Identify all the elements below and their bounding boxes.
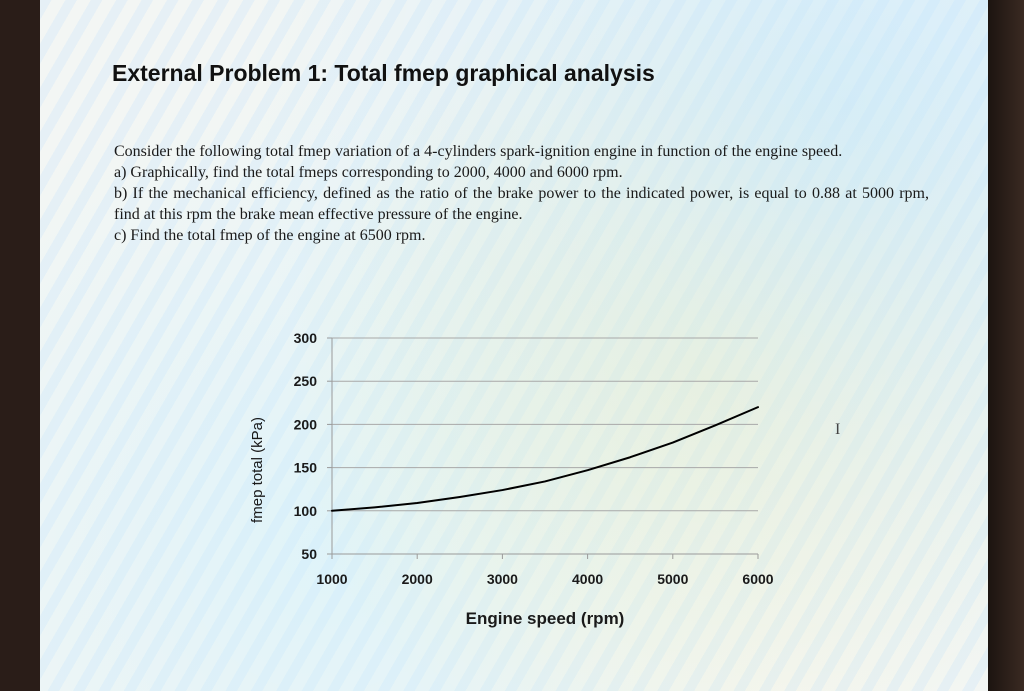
fmep-chart-svg <box>240 318 800 638</box>
x-tick-label-6000: 6000 <box>742 571 774 587</box>
chart-series <box>332 407 758 511</box>
y-tick-label-150: 150 <box>293 459 317 476</box>
y-tick-label-100: 100 <box>293 502 317 519</box>
y-tick-label-300: 300 <box>293 330 317 346</box>
x-tick-label-5000: 5000 <box>657 571 689 587</box>
x-tick-label-4000: 4000 <box>572 571 604 587</box>
problem-item-c: c) Find the total fmep of the engine at 6500 rpm. <box>114 227 426 244</box>
x-tick-label-3000: 3000 <box>486 571 518 587</box>
fmep-chart <box>240 318 800 638</box>
problem-item-b: b) If the mechanical efficiency, defined as the ratio of the brake power to the indicated power, is equal to 0.88 at 5000 rpm, find at this rpm the brake mean effective pressure of the engine. <box>114 185 929 223</box>
y-axis-label: fmep total (kPa) <box>249 417 266 523</box>
x-tick-label-1000: 1000 <box>316 571 348 587</box>
problem-intro: Consider the following total fmep variation of a 4-cylinders spark-ignition engine in function of the engine speed. <box>114 143 843 160</box>
x-tick-label-2000: 2000 <box>401 571 433 587</box>
monitor-bezel <box>988 0 1024 691</box>
chart-tick-labels <box>294 330 774 587</box>
x-axis-label: Engine speed (rpm) <box>465 609 625 628</box>
text-cursor-icon: I <box>835 421 841 438</box>
problem-title: External Problem 1: Total fmep graphical analysis <box>112 60 655 86</box>
problem-item-a: a) Graphically, find the total fmeps corresponding to 2000, 4000 and 6000 rpm. <box>114 164 623 181</box>
chart-axes <box>327 338 758 559</box>
y-tick-label-250: 250 <box>293 373 317 390</box>
chart-grid <box>332 338 758 511</box>
y-tick-label-200: 200 <box>293 416 317 433</box>
fmep-series-line <box>332 407 758 511</box>
y-tick-label-50: 50 <box>301 546 317 562</box>
problem-statement <box>114 141 929 246</box>
